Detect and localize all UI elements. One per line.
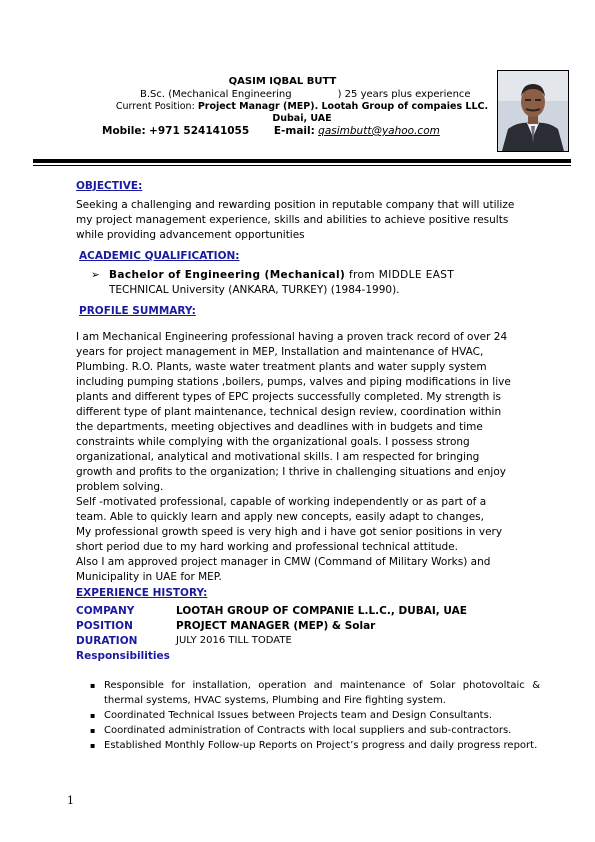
degree-institution: from MIDDLE EAST (345, 269, 455, 281)
current-position-value: Project Managr (MEP). Lootah Group of compaies LLC. (197, 101, 489, 112)
profile-line: Municipality in UAE for MEP. (76, 571, 222, 583)
degree-left: B.Sc. (Mechanical Engineering (140, 89, 292, 100)
profile-heading: PROFILE SUMMARY: (79, 305, 196, 317)
profile-line: Self -motivated professional, capable of working independently or as part of a (76, 496, 487, 508)
company-value: LOOTAH GROUP OF COMPANIE L.L.C., DUBAI, UAE (176, 605, 467, 617)
responsibility-item: ▪ Coordinated Technical Issues between Projects team and Design Consultants. (104, 708, 540, 723)
contact-line (102, 125, 440, 137)
objective-text (76, 198, 546, 243)
objective-line: Seeking a challenging and rewarding position in reputable company that will utilize (76, 199, 515, 211)
profile-line: constraints while complying with the organizational goals. I possess strong (76, 436, 470, 448)
profile-line: team. Able to quickly learn and apply new concepts, easily adapt to changes, (76, 511, 484, 523)
duration-label: DURATION (76, 635, 138, 647)
email-label: E-mail: (273, 125, 315, 137)
responsibilities-label: Responsibilities (76, 650, 170, 662)
profile-line: short period due to my hard working and professional technical attitude. (76, 541, 458, 553)
degree-institution-line: TECHNICAL University (ANKARA, TURKEY) (1984-1990). (109, 284, 400, 296)
degree-line (140, 89, 510, 100)
academic-item (109, 268, 549, 298)
responsibility-item: ▪ Coordinated administration of Contracts with local suppliers and sub-contractors. (104, 723, 540, 738)
mobile-label: Mobile: (102, 125, 146, 137)
candidate-name: QASIM IQBAL BUTT (228, 76, 337, 87)
header-rule-thick (33, 159, 571, 163)
email-link[interactable]: qasimbutt@yahoo.com (318, 125, 440, 137)
profile-line: plants and different types of EPC projects successfully completed. My strength is (76, 391, 501, 403)
current-position-label: Current Position: (115, 101, 195, 112)
academic-bullet-icon: ➢ (91, 269, 100, 281)
profile-line: My professional growth speed is very high and i have got senior positions in very (76, 526, 503, 538)
profile-line: including pumping stations ,boilers, pumps, valves and piping modifications in live (76, 376, 511, 388)
location-line: Dubai, UAE (272, 113, 332, 124)
duration-value: JULY 2016 TILL TODATE (176, 635, 292, 646)
position-label: POSITION (76, 620, 133, 632)
header-rule-thin (33, 165, 571, 166)
responsibilities-list (104, 678, 540, 753)
experience-heading: EXPERIENCE HISTORY: (76, 587, 208, 599)
objective-line: my project management experience, skills and abilities to achieve positive results (76, 214, 509, 226)
degree-right: ) 25 years plus experience (337, 89, 471, 100)
objective-line: while providing advancement opportunities (76, 229, 305, 241)
profile-line: years for project management in MEP, Installation and maintenance of HVAC, (76, 346, 484, 358)
profile-line: organizational, analytical and motivational skills. I am respected for bringing (76, 451, 480, 463)
position-value: PROJECT MANAGER (MEP) & Solar (176, 620, 376, 632)
profile-line: Plumbing. R.O. Plants, waste water treatment plants and water supply system (76, 361, 487, 373)
degree-title: Bachelor of Engineering (Mechanical) (109, 269, 346, 281)
profile-line: problem solving. (76, 481, 164, 493)
current-position-line (60, 101, 544, 112)
profile-line: different type of plant maintenance, technical design review, coordination within (76, 406, 502, 418)
company-label: COMPANY (76, 605, 135, 617)
profile-photo (497, 70, 569, 152)
page-number: 1 (67, 794, 74, 807)
academic-heading: ACADEMIC QUALIFICATION: (79, 250, 240, 262)
profile-line: I am Mechanical Engineering professional having a proven track record of over 24 (76, 331, 508, 343)
responsibility-item: ▪ Established Monthly Follow-up Reports on Project’s progress and daily progress report. (104, 738, 540, 753)
profile-text (76, 330, 546, 585)
profile-line: growth and profits to the organization; I thrive in challenging situations and enjoy (76, 466, 506, 478)
responsibility-item: ▪ Responsible for installation, operation and maintenance of Solar photovoltaic & thermal systems, HVAC systems, Plumbing and Fire fighting system. (104, 678, 540, 708)
profile-line: the departments, meeting objectives and deadlines with in budgets and time (76, 421, 483, 433)
objective-heading: OBJECTIVE: (76, 180, 143, 192)
mobile-value: +971 524141055 (149, 125, 250, 137)
profile-line: Also I am approved project manager in CMW (Command of Military Works) and (76, 556, 491, 568)
